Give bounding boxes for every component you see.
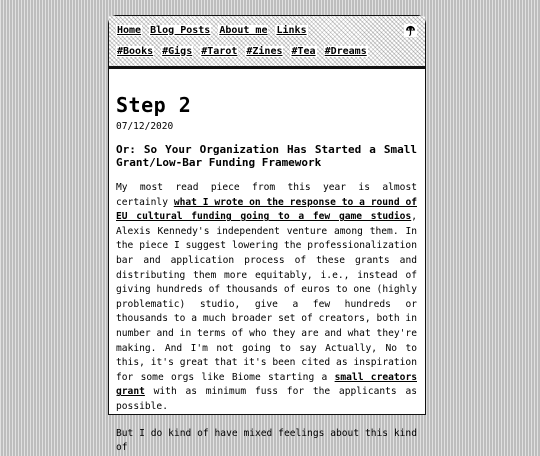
post-paragraph-1 <box>116 181 417 415</box>
post-title: Step 2 <box>116 93 192 117</box>
post-date: 07/12/2020 <box>116 121 174 132</box>
nav-link-blog-posts[interactable]: Blog Posts <box>150 24 211 36</box>
nav-link-home[interactable]: Home <box>117 24 142 36</box>
paragraph-text: with as minimum fuss for the applicants as possible. <box>116 386 417 412</box>
umbrella-icon[interactable] <box>404 24 417 37</box>
post-subtitle: Or: So Your Organization Has Started a Small Grant/Low-Bar Funding Framework <box>116 143 417 169</box>
nav-link-links[interactable]: Links <box>276 24 307 36</box>
tag-link-gigs[interactable]: #Gigs <box>162 45 193 57</box>
post-content <box>109 69 425 456</box>
eu-funding-article-link[interactable]: what I wrote on the response to a round of EU cultural funding going to a few game studios <box>116 196 417 223</box>
tag-link-books[interactable]: #Books <box>117 45 154 57</box>
paragraph-text: , Alexis Kennedy's independent venture among them. In the piece I suggest lowering the professionalization bar and application process of these grants and distributing them more equitably, i.e., instead of giving hundreds of thousands of euros to one (highly problematic) studio, give a few hundreds or thousands to a much broader set of creators, both in number and in terms of who they are and what they're making. And I'm not going to say Actually, No to this, it's great that it's been cited as inspiration for some orgs like Biome starting a <box>116 211 417 383</box>
paragraph-text: My most read piece from this year is almost certainly <box>116 182 417 208</box>
post-paragraph-2: But I do kind of have mixed feelings about this kind of <box>116 427 417 454</box>
top-nav <box>109 16 425 66</box>
nav-link-about-me[interactable]: About me <box>219 24 268 36</box>
tag-link-zines[interactable]: #Zines <box>246 45 283 57</box>
page-window <box>108 15 426 454</box>
tag-link-dreams[interactable]: #Dreams <box>324 45 367 57</box>
small-creators-grant-link[interactable]: small creators grant <box>116 371 417 398</box>
tag-link-tarot[interactable]: #Tarot <box>201 45 238 57</box>
tag-links-row <box>116 43 417 59</box>
main-links-row <box>116 22 417 38</box>
tag-link-tea[interactable]: #Tea <box>291 45 316 57</box>
